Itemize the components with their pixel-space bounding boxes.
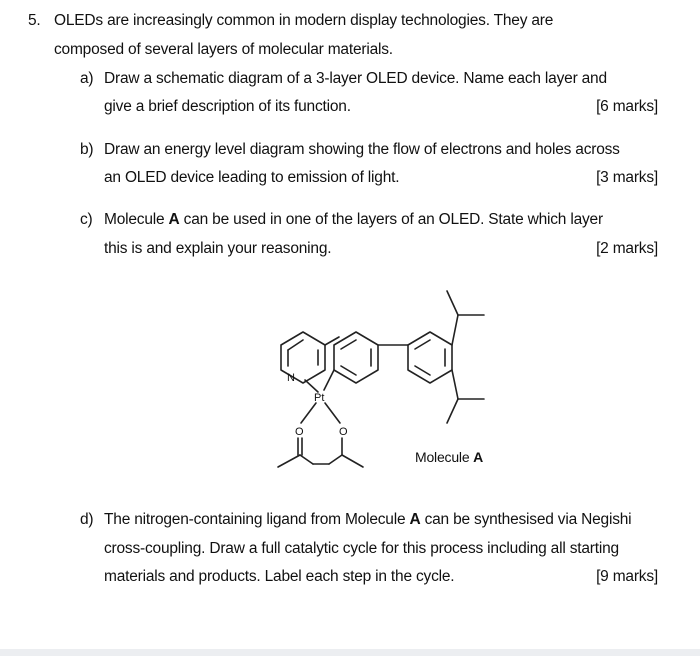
- part-d-line3: materials and products. Label each step in the cycle.: [104, 568, 455, 585]
- n-pt-bond: [305, 380, 318, 392]
- benzene-ring-right: [408, 332, 452, 383]
- part-d-line1: [104, 511, 631, 529]
- part-c-line1-bold: A: [168, 211, 180, 228]
- part-d-label: d): [80, 511, 94, 528]
- part-a-marks: [6 marks]: [596, 98, 658, 115]
- part-b-line2: an OLED device leading to emission of light.: [104, 169, 400, 186]
- part-b-line1: Draw an energy level diagram showing the flow of electrons and holes across: [104, 141, 620, 158]
- question-intro-line2: composed of several layers of molecular materials.: [54, 41, 393, 58]
- part-c-label: c): [80, 211, 93, 228]
- atom-label-n: N: [287, 372, 295, 384]
- part-b-marks: [3 marks]: [596, 169, 658, 186]
- part-a-label: a): [80, 70, 94, 87]
- atom-label-pt: Pt: [314, 392, 325, 404]
- question-intro-line1: OLEDs are increasingly common in modern display technologies. They are: [54, 12, 554, 29]
- part-d-line2: cross-coupling. Draw a full catalytic cycle for this process including all starting: [104, 540, 619, 557]
- molecule-caption-pre: Molecule: [415, 449, 474, 465]
- molecule-a-structure: [0, 275, 700, 505]
- question-number: 5.: [28, 12, 41, 29]
- acac-ligand: [278, 438, 363, 467]
- part-d-line1-pre: The nitrogen-containing ligand from Molecule: [104, 511, 410, 528]
- part-c-line2: this is and explain your reasoning.: [104, 240, 332, 257]
- atom-label-o2: O: [339, 426, 348, 438]
- part-c-line1-post: can be used in one of the layers of an OLED. State which layer: [179, 211, 603, 228]
- part-d-marks: [9 marks]: [596, 568, 658, 585]
- part-d-line1-bold: A: [409, 511, 421, 528]
- part-a-line2: give a brief description of its function.: [104, 98, 351, 115]
- pt-o1-bond: [301, 403, 316, 423]
- pt-o2-bond: [325, 403, 340, 423]
- atom-label-o1: O: [295, 426, 304, 438]
- part-c-line1-pre: Molecule: [104, 211, 169, 228]
- page-bottom-strip: [0, 649, 700, 656]
- part-b-label: b): [80, 141, 94, 158]
- tert-butyl-bottom: [447, 370, 484, 423]
- part-a-line1: Draw a schematic diagram of a 3-layer OLED device. Name each layer and: [104, 70, 607, 87]
- part-d-line1-post: can be synthesised via Negishi: [420, 511, 632, 528]
- part-c-line1: [104, 211, 603, 229]
- part-c-marks: [2 marks]: [596, 240, 658, 257]
- molecule-caption: [415, 449, 483, 465]
- molecule-caption-bold: A: [473, 449, 484, 465]
- tert-butyl-top: [447, 291, 484, 345]
- c-pt-bond: [324, 370, 334, 390]
- benzene-ring-central: [334, 332, 378, 383]
